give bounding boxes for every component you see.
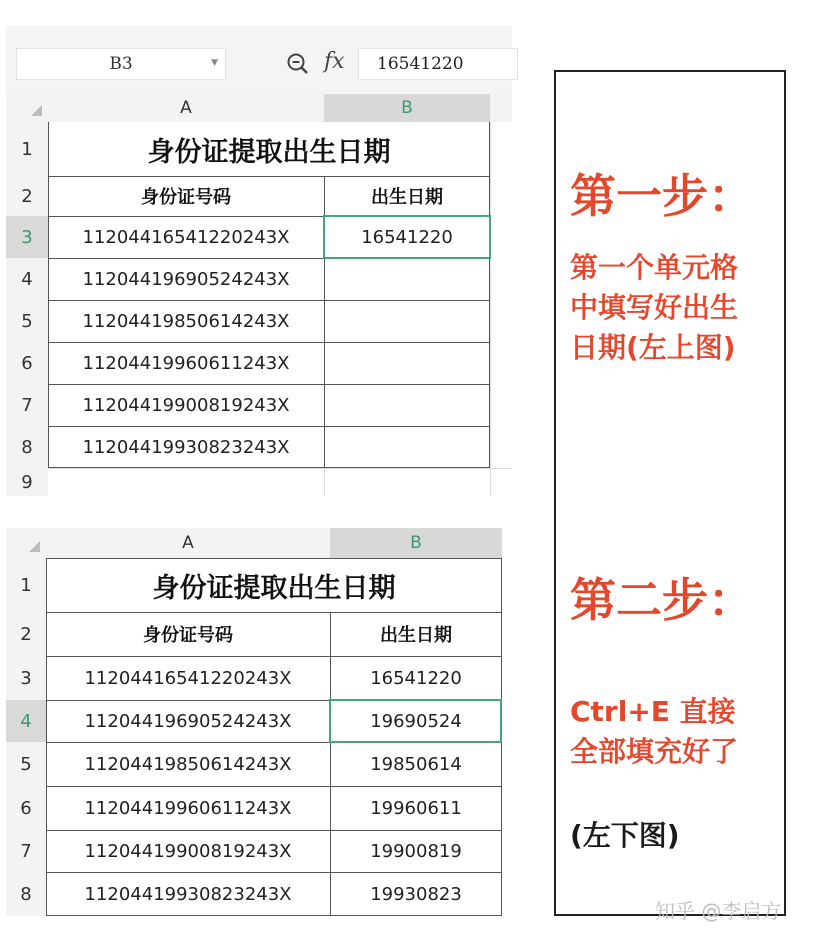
- birth-cell[interactable]: [324, 342, 490, 384]
- row-header-1[interactable]: 1: [6, 122, 48, 176]
- table-border: [48, 300, 490, 301]
- column-header-b[interactable]: B: [324, 94, 490, 122]
- column-header-a[interactable]: A: [48, 94, 324, 122]
- row-header-7[interactable]: 7: [6, 384, 48, 426]
- row-header-9[interactable]: 9: [6, 468, 48, 496]
- header-birth-date[interactable]: 出生日期: [380, 625, 452, 646]
- birth-cell[interactable]: [324, 384, 490, 426]
- table-border: [330, 612, 331, 916]
- id-cell[interactable]: 11204419690524243X: [84, 710, 292, 732]
- row-header-5[interactable]: 5: [6, 742, 46, 786]
- step1-title: 第一步：: [570, 169, 754, 223]
- header-birth-date[interactable]: 出生日期: [371, 187, 443, 208]
- row-header-2[interactable]: 2: [6, 176, 48, 216]
- grid-line: [490, 122, 491, 496]
- table-border: [48, 122, 49, 468]
- sheet-title-cell[interactable]: 身份证提取出生日期: [152, 572, 396, 604]
- row-header-3[interactable]: 3: [6, 216, 48, 258]
- function-icon[interactable]: fx: [324, 49, 345, 74]
- step1-text: [570, 248, 738, 368]
- spreadsheet-top: [6, 26, 512, 496]
- birth-cell[interactable]: 19930823: [370, 883, 462, 905]
- step2-reference: (左下图): [570, 819, 680, 852]
- table-border: [48, 342, 490, 343]
- id-cell[interactable]: 11204419930823243X: [82, 436, 290, 458]
- table-border: [48, 176, 490, 177]
- table-border: [46, 558, 47, 916]
- step2-line: 全部填充好了: [570, 735, 739, 768]
- table-border: [48, 384, 490, 385]
- row-header-8[interactable]: 8: [6, 426, 48, 468]
- id-cell[interactable]: 11204419930823243X: [84, 883, 292, 905]
- zoom-icon[interactable]: [286, 52, 310, 76]
- id-cell[interactable]: 11204416541220243X: [84, 667, 292, 689]
- row-header-4[interactable]: 4: [6, 700, 46, 742]
- step2-line: Ctrl+E 直接: [570, 695, 736, 728]
- grid-line: [324, 468, 325, 496]
- cell-selection-box: [323, 215, 491, 259]
- step1-line: 中填写好出生: [570, 291, 739, 324]
- table-border: [46, 915, 502, 916]
- column-header-c[interactable]: [490, 94, 512, 122]
- row-header-8[interactable]: 8: [6, 872, 46, 916]
- instruction-panel: [554, 70, 786, 916]
- column-header-a[interactable]: A: [46, 528, 330, 558]
- header-id-number[interactable]: 身份证号码: [143, 625, 233, 646]
- step1-line: 第一个单元格: [570, 251, 739, 284]
- row-header-3[interactable]: 3: [6, 656, 46, 700]
- row-header-1[interactable]: 1: [6, 558, 46, 612]
- grid-line: [48, 468, 512, 469]
- row-header-6[interactable]: 6: [6, 342, 48, 384]
- birth-cell[interactable]: [324, 300, 490, 342]
- table-border: [48, 426, 490, 427]
- id-cell[interactable]: 11204419960611243X: [84, 797, 292, 819]
- formula-input[interactable]: [358, 48, 518, 80]
- birth-cell[interactable]: 19900819: [370, 840, 462, 862]
- id-cell[interactable]: 11204419900819243X: [84, 840, 292, 862]
- spreadsheet-bottom: [6, 528, 502, 916]
- step2-text: [570, 692, 738, 772]
- row-header-2[interactable]: 2: [6, 612, 46, 656]
- id-cell[interactable]: 11204419850614243X: [84, 753, 292, 775]
- chevron-down-icon[interactable]: ▼: [211, 58, 218, 68]
- formula-value: 16541220: [377, 54, 464, 74]
- name-box-value: B3: [109, 54, 133, 74]
- select-all-corner[interactable]: [6, 94, 48, 122]
- birth-cell-selected[interactable]: 19690524: [370, 710, 462, 732]
- birth-cell[interactable]: 19850614: [370, 753, 462, 775]
- row-header-4[interactable]: 4: [6, 258, 48, 300]
- select-all-corner[interactable]: [6, 528, 46, 558]
- name-box[interactable]: [16, 48, 226, 80]
- birth-cell-selected[interactable]: 16541220: [361, 226, 453, 248]
- watermark: 知乎 @李启方: [655, 899, 782, 923]
- formula-bar: [6, 40, 512, 88]
- step2-title: 第二步：: [570, 573, 754, 627]
- table-border: [46, 612, 502, 613]
- birth-cell[interactable]: 19960611: [370, 797, 462, 819]
- row-header-6[interactable]: 6: [6, 786, 46, 830]
- birth-cell[interactable]: [324, 426, 490, 468]
- table-border: [46, 830, 502, 831]
- cell-selection-box: [329, 699, 502, 743]
- table-border: [46, 558, 502, 559]
- table-border: [46, 872, 502, 873]
- id-cell[interactable]: 11204419850614243X: [82, 310, 290, 332]
- sheet-title-cell[interactable]: 身份证提取出生日期: [147, 136, 391, 168]
- table-border: [46, 656, 502, 657]
- birth-cell[interactable]: 16541220: [370, 667, 462, 689]
- birth-cell[interactable]: [324, 258, 490, 300]
- sheet-grid: [6, 94, 512, 496]
- row-header-5[interactable]: 5: [6, 300, 48, 342]
- step1-line: 日期(左上图): [570, 331, 736, 364]
- id-cell[interactable]: 11204419960611243X: [82, 352, 290, 374]
- table-border: [46, 786, 502, 787]
- row-header-7[interactable]: 7: [6, 830, 46, 872]
- id-cell[interactable]: 11204419690524243X: [82, 268, 290, 290]
- header-id-number[interactable]: 身份证号码: [141, 187, 231, 208]
- id-cell[interactable]: 11204419900819243X: [82, 394, 290, 416]
- table-border: [48, 467, 490, 468]
- id-cell[interactable]: 11204416541220243X: [82, 226, 290, 248]
- column-header-b[interactable]: B: [330, 528, 502, 558]
- table-border: [489, 122, 490, 468]
